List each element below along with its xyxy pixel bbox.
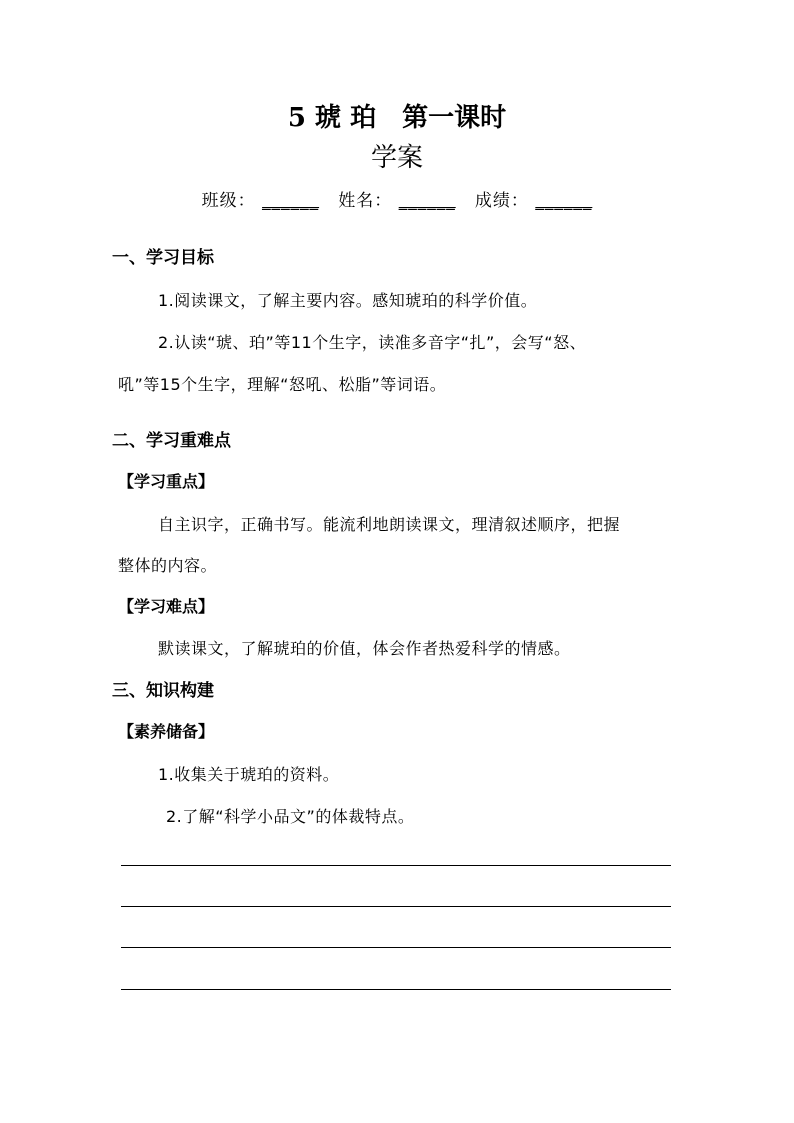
name-label: 姓名： (338, 191, 393, 211)
page-title: 5 琥 珀 第一课时 (287, 103, 507, 133)
difficulty-label: 【学习难点】 (118, 597, 215, 616)
section-heading-knowledge: 三、知识构建 (112, 681, 214, 701)
score-blank: ______ (535, 191, 593, 211)
prep-label: 【素养储备】 (118, 722, 215, 741)
section-heading-goals: 一、学习目标 (112, 248, 214, 268)
student-info-row (0, 188, 794, 214)
name-blank: ______ (398, 191, 456, 211)
focus-text-line-1: 自主识字，正确书写。能流利地朗读课文，理清叙述顺序，把握 (158, 515, 621, 534)
class-label: 班级： (201, 191, 256, 211)
answer-line[interactable] (121, 989, 671, 990)
prep-item-1: 1.收集关于琥珀的资料。 (158, 765, 340, 784)
answer-line[interactable] (121, 947, 671, 948)
score-label: 成绩： (474, 191, 529, 211)
difficulty-text: 默读课文，了解琥珀的价值，体会作者热爱科学的情感。 (158, 639, 571, 658)
prep-item-2: 2.了解“科学小品文”的体裁特点。 (166, 807, 415, 826)
focus-label: 【学习重点】 (118, 472, 215, 491)
page-subtitle: 学案 (370, 143, 423, 173)
section-heading-key-points: 二、学习重难点 (112, 431, 231, 451)
class-blank: ______ (262, 191, 320, 211)
focus-text-line-2: 整体的内容。 (118, 556, 218, 575)
goal-item-1: 1.阅读课文，了解主要内容。感知琥珀的科学价值。 (158, 291, 538, 310)
answer-line[interactable] (121, 865, 671, 866)
goal-item-2-line-1: 2.认读“琥、珀”等11个生字，读准多音字“扎”，会写“怒、 (158, 333, 587, 352)
goal-item-2-line-2: 吼”等15个生字，理解“怒吼、松脂”等词语。 (118, 375, 447, 394)
answer-line[interactable] (121, 906, 671, 907)
